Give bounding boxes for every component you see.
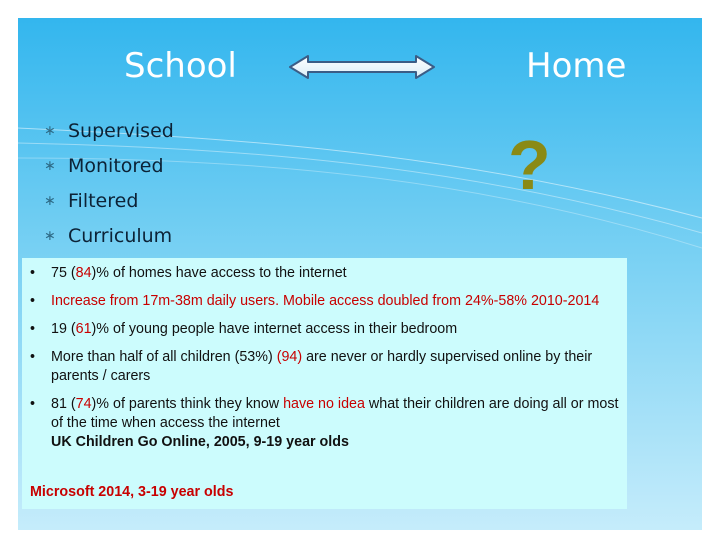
- school-feature-item: [44, 148, 174, 183]
- statistic-item: [30, 320, 625, 339]
- statistic-text: 81 (: [51, 396, 76, 412]
- statistic-text: 75 (: [51, 265, 76, 281]
- question-mark: ?: [508, 126, 551, 204]
- home-heading: Home: [526, 46, 627, 86]
- statistic-item: [30, 395, 625, 452]
- source-citation: Microsoft 2014, 3-19 year olds: [30, 484, 234, 500]
- school-features-list: [44, 113, 174, 253]
- school-feature-label: Filtered: [68, 189, 139, 212]
- statistic-text: what their children are doing all or most of the time when access the internet: [51, 396, 619, 431]
- school-feature-label: Monitored: [68, 154, 164, 177]
- statistics-list: [30, 264, 625, 461]
- statistic-text: More than half of all children (53%): [51, 349, 277, 365]
- bullet-icon: •: [30, 321, 36, 337]
- highlighted-text: (94): [276, 349, 303, 365]
- school-heading: School: [124, 46, 237, 86]
- highlighted-text: 84: [75, 265, 92, 281]
- bullet-icon: •: [30, 293, 36, 309]
- highlighted-text: 74: [75, 396, 92, 412]
- asterisk-bullet-icon: ∗: [44, 122, 56, 139]
- bullet-icon: •: [30, 396, 36, 412]
- statistic-text: )% of parents think they know: [91, 396, 284, 412]
- highlighted-text: Increase from 17m-38m daily users. Mobile access doubled from 24%-58% 2010-2014: [51, 293, 600, 309]
- school-feature-label: Supervised: [68, 119, 174, 142]
- statistic-item: [30, 348, 625, 386]
- highlighted-text: have no idea: [283, 396, 365, 412]
- asterisk-bullet-icon: ∗: [44, 227, 56, 244]
- statistic-item: [30, 264, 625, 283]
- asterisk-bullet-icon: ∗: [44, 192, 56, 209]
- highlighted-text: 61: [75, 321, 92, 337]
- school-feature-item: [44, 218, 174, 253]
- bullet-icon: •: [30, 349, 36, 365]
- statistic-text: are never or hardly supervised online by their parents / carers: [51, 349, 593, 384]
- statistic-text: )% of young people have internet access in their bedroom: [91, 321, 458, 337]
- asterisk-bullet-icon: ∗: [44, 157, 56, 174]
- study-source: UK Children Go Online, 2005, 9-19 year olds: [51, 434, 349, 450]
- bullet-icon: •: [30, 265, 36, 281]
- school-feature-label: Curriculum: [68, 224, 173, 247]
- school-feature-item: [44, 183, 174, 218]
- statistic-text: )% of homes have access to the internet: [91, 265, 347, 281]
- school-feature-item: [44, 113, 174, 148]
- double-arrow-icon: [288, 54, 436, 80]
- statistic-item: [30, 292, 625, 311]
- statistic-text: 19 (: [51, 321, 76, 337]
